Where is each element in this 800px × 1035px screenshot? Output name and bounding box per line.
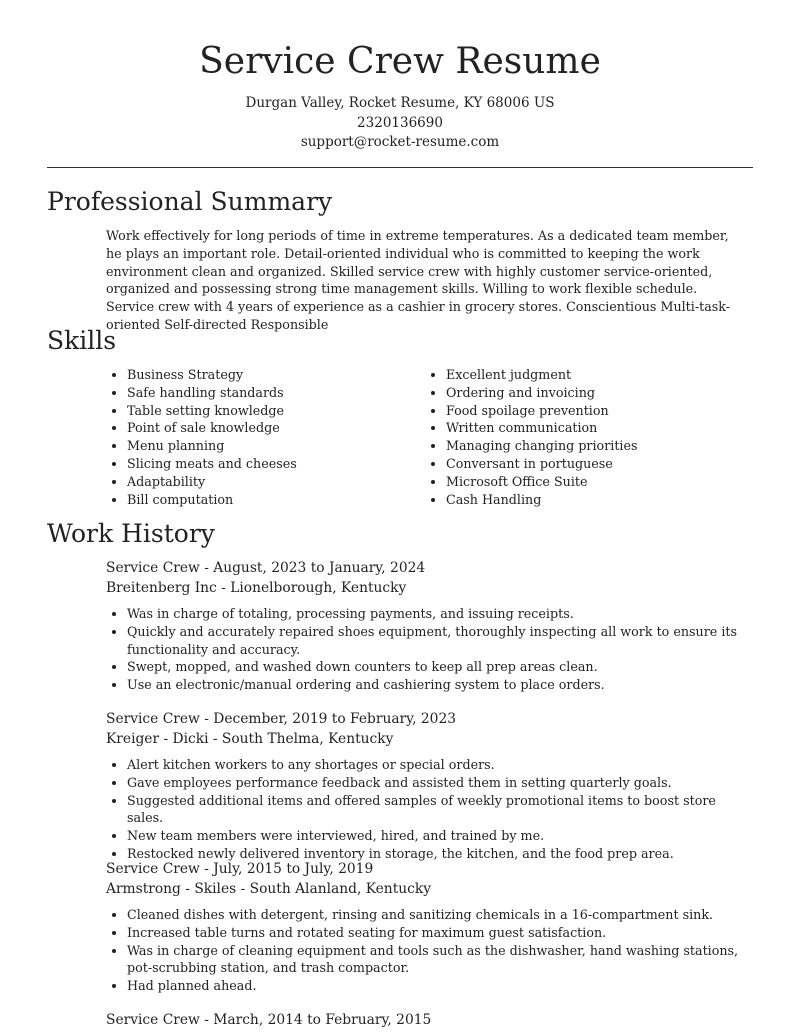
skill-item: • Microsoft Office Suite xyxy=(446,473,638,491)
skill-item: • Table setting knowledge xyxy=(127,402,297,420)
job-duty: • Gave employees performance feedback and assisted them in setting quarterly goals. xyxy=(127,774,740,792)
skill-item: • Slicing meats and cheeses xyxy=(127,455,297,473)
skill-item: • Safe handling standards xyxy=(127,384,297,402)
job-title: Service Crew - December, 2019 to February, 2023 xyxy=(106,711,457,727)
skills-heading: Skills xyxy=(47,326,117,355)
contact-address: Durgan Valley, Rocket Resume, KY 68006 US xyxy=(245,95,555,111)
job-entry xyxy=(106,559,740,694)
job-duty: • Swept, mopped, and washed down counters to keep all prep areas clean. xyxy=(127,658,740,676)
job-duty: • Was in charge of totaling, processing payments, and issuing receipts. xyxy=(127,605,740,623)
resume-header xyxy=(0,0,800,153)
skill-item: • Menu planning xyxy=(127,437,297,455)
skill-item: • Excellent judgment xyxy=(446,366,638,384)
skill-item: • Business Strategy xyxy=(127,366,297,384)
job-duty: • New team members were interviewed, hired, and trained by me. xyxy=(127,827,740,845)
skills-list-right xyxy=(425,366,638,508)
summary-heading: Professional Summary xyxy=(47,187,333,216)
job-duties xyxy=(106,605,740,694)
job-duty: • Quickly and accurately repaired shoes equipment, thoroughly inspecting all work to ensure its functionality and accuracy. xyxy=(127,623,740,659)
skill-item: • Managing changing priorities xyxy=(446,437,638,455)
job-duty: • Suggested additional items and offered samples of weekly promotional items to boost store sales. xyxy=(127,792,740,828)
work-history-heading: Work History xyxy=(47,519,215,548)
job-company: Breitenberg Inc - Lionelborough, Kentucky xyxy=(106,579,407,596)
job-company: Armstrong - Skiles - South Alanland, Kentucky xyxy=(106,880,432,897)
job-duty: • Was in charge of cleaning equipment and tools such as the dishwasher, hand washing stations, pot-scrubbing station, and trash compactor. xyxy=(127,942,740,978)
job-duties xyxy=(106,906,740,995)
summary-text: Work effectively for long periods of time in extreme temperatures. As a dedicated team member, he plays an important role. Detail-oriented individual who is committed to keeping the work environment clean and organized. Skilled service crew with highly customer service-oriented, organized and possessing strong time management skills. Willing to work flexible schedule. Service crew with 4 years of experience as a cashier in grocery stores. Conscientious Multi-task-oriented Self-directed Responsible xyxy=(106,228,731,332)
skills-list-left xyxy=(106,366,297,508)
job-duty: • Had planned ahead. xyxy=(127,977,740,995)
skill-item: • Adaptability xyxy=(127,473,297,491)
contact-phone: 2320136690 xyxy=(357,114,443,131)
job-duty: • Cleaned dishes with detergent, rinsing and sanitizing chemicals in a 16-compartment sink. xyxy=(127,906,740,924)
contact-info xyxy=(0,94,800,153)
contact-email: support@rocket-resume.com xyxy=(300,134,500,150)
skill-item: • Conversant in portuguese xyxy=(446,455,638,473)
job-entry xyxy=(106,1011,740,1031)
skill-item: • Food spoilage prevention xyxy=(446,402,638,420)
job-duty: • Use an electronic/manual ordering and cashiering system to place orders. xyxy=(127,676,740,694)
resume-title: Service Crew Resume xyxy=(199,41,601,82)
job-title: Service Crew - July, 2015 to July, 2019 xyxy=(106,861,374,877)
job-duty: • Restocked newly delivered inventory in storage, the kitchen, and the food prep area. xyxy=(127,845,740,863)
header-divider xyxy=(47,167,753,168)
job-entry xyxy=(106,710,740,863)
job-entry xyxy=(106,860,740,995)
skill-item: • Bill computation xyxy=(127,491,297,509)
job-duties xyxy=(106,756,740,863)
skill-item: • Ordering and invoicing xyxy=(446,384,638,402)
job-duty: • Alert kitchen workers to any shortages or special orders. xyxy=(127,756,740,774)
job-duty: • Increased table turns and rotated seating for maximum guest satisfaction. xyxy=(127,924,740,942)
skill-item: • Cash Handling xyxy=(446,491,638,509)
job-title: Service Crew - March, 2014 to February, 2015 xyxy=(106,1012,432,1028)
skill-item: • Written communication xyxy=(446,419,638,437)
skill-item: • Point of sale knowledge xyxy=(127,419,297,437)
job-company: Kreiger - Dicki - South Thelma, Kentucky xyxy=(106,730,394,747)
job-title: Service Crew - August, 2023 to January, 2024 xyxy=(106,560,426,576)
